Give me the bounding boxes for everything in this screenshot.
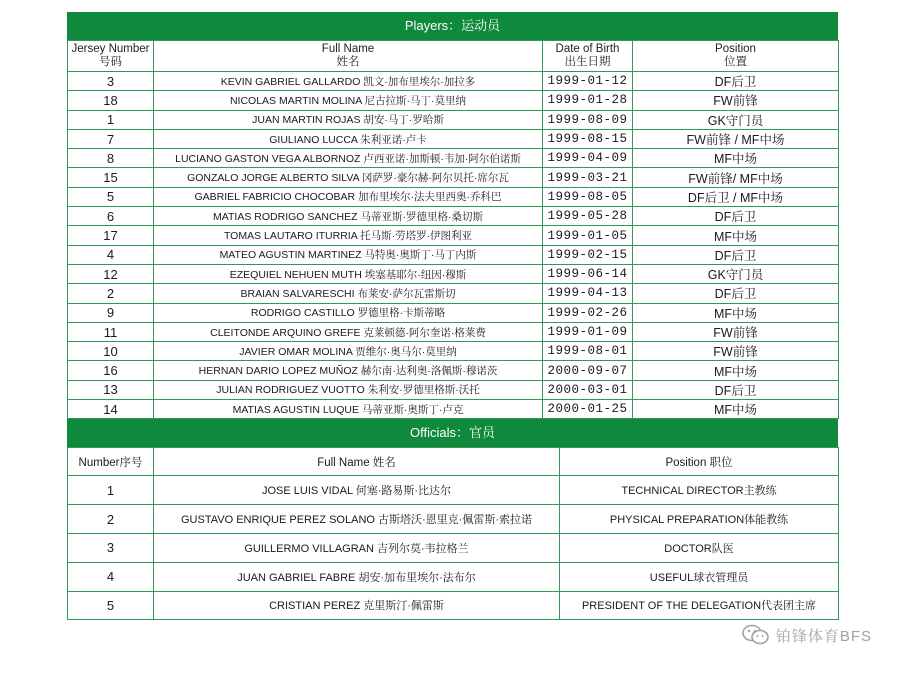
player-dob: 1999-01-12 (543, 72, 633, 91)
player-position: FW前锋 / MF中场 (633, 129, 839, 148)
player-number: 1 (68, 110, 154, 129)
header-official-position: Position 职位 (560, 448, 839, 476)
player-number: 8 (68, 149, 154, 168)
player-row (68, 342, 839, 361)
player-row (68, 245, 839, 264)
player-dob: 1999-04-09 (543, 149, 633, 168)
header-dob-zh: 出生日期 (564, 56, 611, 68)
player-name: GABRIEL FABRICIO CHOCOBAR 加布里埃尔·法夫里西奥·乔科巴 (154, 187, 543, 206)
player-position: DF后卫 (633, 207, 839, 226)
officials-table (67, 447, 839, 620)
player-name: MATEO AGUSTIN MARTINEZ 马特奥·奥斯丁·马丁内斯 (154, 245, 543, 264)
player-dob: 1999-01-28 (543, 91, 633, 110)
player-name: RODRIGO CASTILLO 罗德里格·卡斯蒂略 (154, 303, 543, 322)
wechat-icon (742, 624, 770, 646)
player-row (68, 91, 839, 110)
player-position: FW前锋 (633, 322, 839, 341)
header-jersey-en: Jersey Number (71, 43, 150, 55)
official-position: PHYSICAL PREPARATION体能教练 (560, 505, 839, 534)
player-number: 13 (68, 380, 154, 399)
player-name: JUAN MARTIN ROJAS 胡安·马丁·罗哈斯 (154, 110, 543, 129)
official-row (68, 505, 839, 534)
header-dob-en: Date of Birth (555, 43, 620, 55)
player-number: 12 (68, 264, 154, 283)
player-dob: 1999-02-15 (543, 245, 633, 264)
player-position: DF后卫 / MF中场 (633, 187, 839, 206)
player-position: FW前锋/ MF中场 (633, 168, 839, 187)
player-name: EZEQUIEL NEHUEN MUTH 埃塞基耶尔·纽因·穆斯 (154, 264, 543, 283)
official-name: JOSE LUIS VIDAL 何塞·路易斯·比达尔 (154, 476, 560, 505)
player-position: FW前锋 (633, 342, 839, 361)
player-row (68, 129, 839, 148)
header-name-zh: 姓名 (336, 56, 360, 68)
header-jersey (68, 41, 154, 72)
player-row (68, 168, 839, 187)
player-row (68, 207, 839, 226)
player-row (68, 303, 839, 322)
player-row (68, 264, 839, 283)
watermark (742, 624, 872, 646)
official-position: TECHNICAL DIRECTOR主教练 (560, 476, 839, 505)
official-number: 5 (68, 591, 154, 620)
official-name: GUSTAVO ENRIQUE PEREZ SOLANO 古斯塔沃·恩里克·佩雷斯·索拉诺 (154, 505, 560, 534)
official-position: PRESIDENT OF THE DELEGATION代表团主席 (560, 591, 839, 620)
roster-sheet (67, 12, 838, 620)
player-row (68, 400, 839, 419)
player-name: LUCIANO GASTON VEGA ALBORNOZ 卢西亚诺·加斯顿·韦加·阿尔伯诺斯 (154, 149, 543, 168)
official-position: USEFUL球衣管理员 (560, 562, 839, 591)
official-number: 2 (68, 505, 154, 534)
official-row (68, 562, 839, 591)
official-number: 3 (68, 533, 154, 562)
player-dob: 1999-08-15 (543, 129, 633, 148)
player-position: MF中场 (633, 400, 839, 419)
player-name: BRAIAN SALVARESCHI 布莱安·萨尔瓦雷斯切 (154, 284, 543, 303)
player-name: KEVIN GABRIEL GALLARDO 凯文·加布里埃尔·加拉多 (154, 72, 543, 91)
player-position: DF后卫 (633, 245, 839, 264)
player-position: MF中场 (633, 226, 839, 245)
header-number: Number序号 (68, 448, 154, 476)
player-number: 6 (68, 207, 154, 226)
player-name: MATIAS RODRIGO SANCHEZ 马蒂亚斯·罗德里格·桑切斯 (154, 207, 543, 226)
player-number: 4 (68, 245, 154, 264)
official-name: CRISTIAN PEREZ 克里斯汀·佩雷斯 (154, 591, 560, 620)
player-number: 5 (68, 187, 154, 206)
player-number: 11 (68, 322, 154, 341)
players-table (67, 40, 839, 419)
player-number: 7 (68, 129, 154, 148)
player-position: MF中场 (633, 361, 839, 380)
player-dob: 1999-04-13 (543, 284, 633, 303)
official-row (68, 476, 839, 505)
official-name: GUILLERMO VILLAGRAN 吉列尔莫·韦拉格兰 (154, 533, 560, 562)
player-dob: 1999-02-26 (543, 303, 633, 322)
player-name: HERNAN DARIO LOPEZ MUÑOZ 赫尔南·达利奥·洛佩斯·穆诺茨 (154, 361, 543, 380)
player-dob: 1999-03-21 (543, 168, 633, 187)
player-row (68, 284, 839, 303)
players-title: Players：运动员 (67, 12, 838, 40)
player-row (68, 149, 839, 168)
player-dob: 1999-01-09 (543, 322, 633, 341)
header-jersey-zh: 号码 (99, 56, 122, 68)
player-number: 17 (68, 226, 154, 245)
official-name: JUAN GABRIEL FABRE 胡安·加布里埃尔·法布尔 (154, 562, 560, 591)
player-name: JAVIER OMAR MOLINA 贾维尔·奥马尔·莫里纳 (154, 342, 543, 361)
header-official-name: Full Name 姓名 (154, 448, 560, 476)
player-position: DF后卫 (633, 380, 839, 399)
header-pos-en: Position (715, 43, 756, 55)
player-name: CLEITONDE ARQUINO GREFE 克莱顿德·阿尔奎诺·格莱费 (154, 322, 543, 341)
player-row (68, 380, 839, 399)
player-position: DF后卫 (633, 284, 839, 303)
player-row (68, 72, 839, 91)
player-dob: 1999-06-14 (543, 264, 633, 283)
player-number: 15 (68, 168, 154, 187)
player-position: MF中场 (633, 303, 839, 322)
player-number: 2 (68, 284, 154, 303)
player-name: MATIAS AGUSTIN LUQUE 马蒂亚斯·奥斯丁·卢克 (154, 400, 543, 419)
players-header-row (68, 41, 839, 72)
player-position: DF后卫 (633, 72, 839, 91)
official-number: 1 (68, 476, 154, 505)
watermark-text: 铂锋体育BFS (775, 627, 872, 645)
player-dob: 2000-09-07 (543, 361, 633, 380)
player-dob: 1999-08-05 (543, 187, 633, 206)
official-position: DOCTOR队医 (560, 533, 839, 562)
player-row (68, 187, 839, 206)
player-dob: 1999-01-05 (543, 226, 633, 245)
player-name: TOMAS LAUTARO ITURRIA 托马斯·劳塔罗·伊图利亚 (154, 226, 543, 245)
player-dob: 1999-08-01 (543, 342, 633, 361)
player-name: GONZALO JORGE ALBERTO SILVA 冈萨罗·豪尔赫·阿尔贝托·席尔瓦 (154, 168, 543, 187)
player-name: NICOLAS MARTIN MOLINA 尼古拉斯·马丁·莫里纳 (154, 91, 543, 110)
player-dob: 2000-01-25 (543, 400, 633, 419)
player-row (68, 322, 839, 341)
header-full-name (154, 41, 543, 72)
header-name-en: Full Name (321, 43, 375, 55)
player-dob: 1999-08-09 (543, 110, 633, 129)
player-number: 3 (68, 72, 154, 91)
header-dob (543, 41, 633, 72)
player-number: 9 (68, 303, 154, 322)
player-number: 16 (68, 361, 154, 380)
header-position (633, 41, 839, 72)
official-row (68, 533, 839, 562)
player-position: FW前锋 (633, 91, 839, 110)
player-position: MF中场 (633, 149, 839, 168)
player-number: 18 (68, 91, 154, 110)
officials-title: Officials：官员 (67, 419, 838, 447)
player-position: GK守门员 (633, 110, 839, 129)
player-row (68, 361, 839, 380)
player-dob: 1999-05-28 (543, 207, 633, 226)
official-number: 4 (68, 562, 154, 591)
officials-header-row (68, 448, 839, 476)
player-number: 10 (68, 342, 154, 361)
player-row (68, 110, 839, 129)
player-number: 14 (68, 400, 154, 419)
header-pos-zh: 位置 (724, 56, 747, 68)
player-dob: 2000-03-01 (543, 380, 633, 399)
player-row (68, 226, 839, 245)
official-row (68, 591, 839, 620)
player-position: GK守门员 (633, 264, 839, 283)
player-name: GIULIANO LUCCA 朱利亚诺·卢卡 (154, 129, 543, 148)
player-name: JULIAN RODRIGUEZ VUOTTO 朱利安·罗德里格斯·沃托 (154, 380, 543, 399)
